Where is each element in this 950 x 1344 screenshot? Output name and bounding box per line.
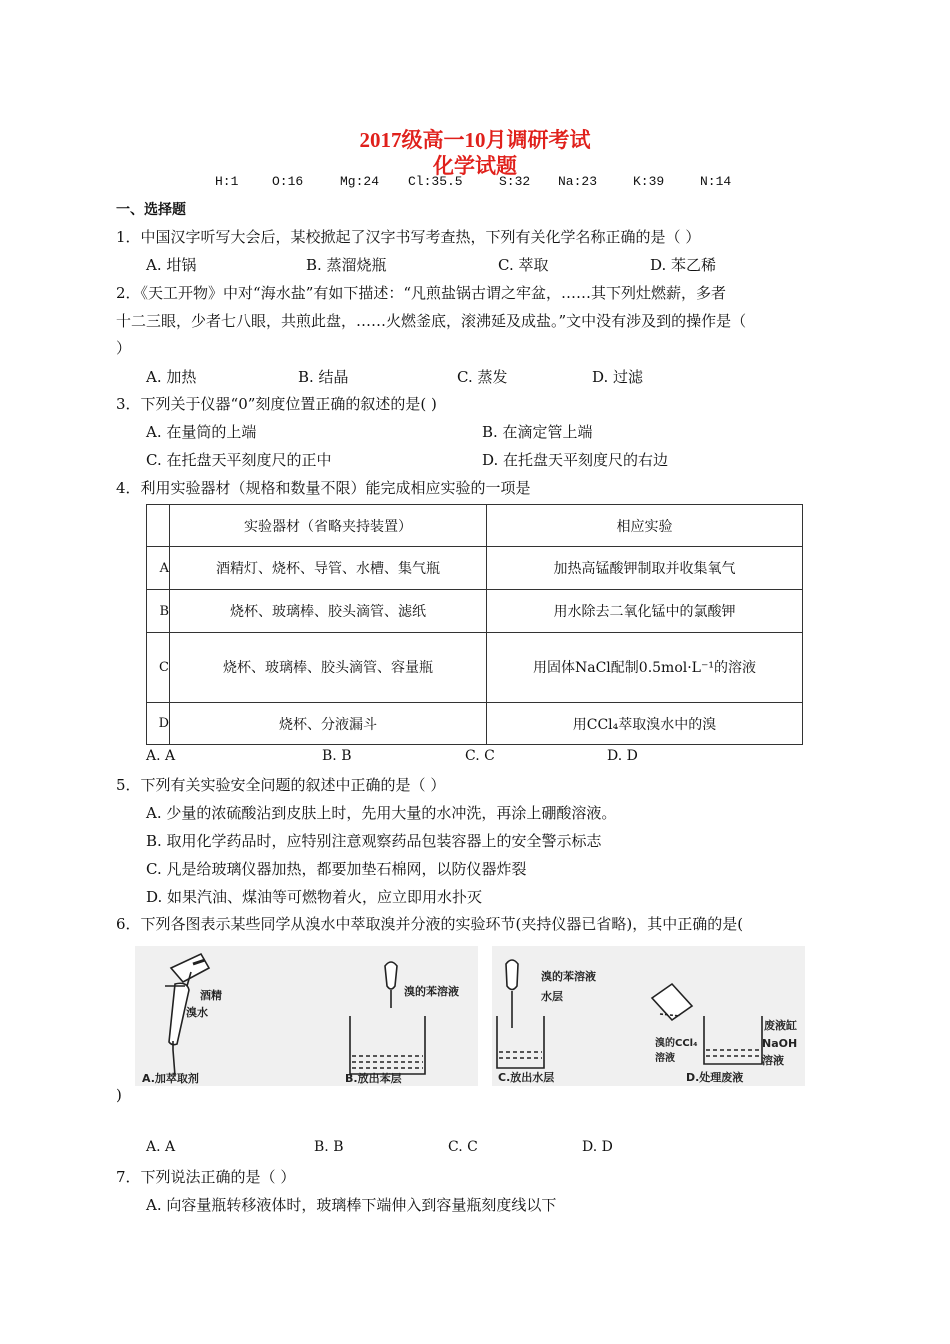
- q1-option-a: A. 坩锅: [146, 256, 197, 274]
- q4-option-c: C. C: [465, 748, 495, 764]
- fig-a-label-bromine-water: 溴水: [186, 1006, 208, 1019]
- q7-option-a: A. 向容量瓶转移液体时，玻璃棒下端伸入到容量瓶刻度线以下: [146, 1196, 557, 1214]
- atomic-mass-k: K:39: [633, 174, 665, 189]
- atomic-mass-mg: Mg:24: [340, 174, 380, 189]
- atomic-mass-cl: Cl:35.5: [408, 174, 463, 189]
- figure-cd-drawing: [492, 946, 805, 1086]
- q2-option-d: D. 过滤: [592, 368, 644, 386]
- fig-c-label-benzene: 溴的苯溶液: [541, 970, 596, 983]
- fig-d-caption: D.处理废液: [686, 1071, 744, 1084]
- q2-stem-line3: ）: [116, 339, 132, 357]
- fig-c-label-water-layer: 水层: [541, 990, 563, 1003]
- table-row-label: B: [147, 590, 170, 633]
- q2-option-b: B. 结晶: [298, 368, 349, 386]
- fig-d-label-naoh: NaOH: [762, 1037, 798, 1050]
- atomic-mass-h: H:1: [215, 174, 239, 189]
- table-row: [147, 703, 803, 745]
- atomic-mass-n: N:14: [700, 174, 732, 189]
- q6-option-d: D. D: [582, 1139, 613, 1155]
- table-row: [147, 590, 803, 633]
- q2-stem-line1: 2．《天工开物》中对“海水盐”有如下描述：“凡煎盐锅古谓之牢盆，……其下列灶燃薪，多者: [116, 284, 727, 302]
- table-cell-equipment: 烧杯、玻璃棒、胶头滴管、滤纸: [170, 590, 487, 633]
- q1-stem: 1．中国汉字听写大会后，某校掀起了汉字书写考查热，下列有关化学名称正确的是（ ）: [116, 228, 701, 246]
- q5-option-c: C. 凡是给玻璃仪器加热，都要加垫石棉网，以防仪器炸裂: [146, 860, 527, 878]
- exam-subtitle: 化学试题: [433, 154, 517, 178]
- fig-d-label-ccl4: 溴的CCl₄: [655, 1038, 698, 1049]
- q3-option-a: A. 在量筒的上端: [146, 423, 257, 441]
- q4-table: [146, 504, 803, 745]
- q1-option-b: B. 蒸溜烧瓶: [306, 256, 387, 274]
- q1-option-c: C. 萃取: [498, 256, 549, 274]
- q3-stem: 3．下列关于仪器“0”刻度位置正确的叙述的是( ): [116, 395, 437, 413]
- table-header-equipment: 实验器材（省略夹持装置）: [170, 505, 487, 547]
- fig-d-label-naoh-solution: 溶液: [762, 1054, 784, 1067]
- fig-b-caption: B.放出苯层: [345, 1072, 402, 1085]
- q3-option-b: B. 在滴定管上端: [482, 423, 593, 441]
- table-cell-experiment: 用水除去二氧化锰中的氯酸钾: [487, 590, 803, 633]
- section-heading: 一、选择题: [116, 202, 186, 218]
- table-header-experiment: 相应实验: [487, 505, 803, 547]
- table-cell-equipment: 酒精灯、烧杯、导管、水槽、集气瓶: [170, 547, 487, 590]
- table-row: [147, 547, 803, 590]
- fig-d-label-solution: 溶液: [655, 1053, 675, 1064]
- table-cell-equipment: 烧杯、玻璃棒、胶头滴管、容量瓶: [170, 633, 487, 703]
- table-row-label: A: [147, 547, 170, 590]
- fig-a-caption: A.加萃取剂: [142, 1072, 199, 1085]
- q3-option-d: D. 在托盘天平刻度尺的右边: [482, 451, 669, 469]
- atomic-mass-na: Na:23: [558, 174, 598, 189]
- q6-stem: 6．下列各图表示某些同学从溴水中萃取溴并分液的实验环节(夹持仪器已省略)，其中正确的是(: [116, 915, 744, 933]
- table-cell-experiment: 用固体NaCl配制0.5mol·L⁻¹的溶液: [487, 633, 803, 703]
- table-row: [147, 633, 803, 703]
- fig-b-label-benzene: 溴的苯溶液: [404, 985, 459, 998]
- q6-option-b: B. B: [314, 1139, 344, 1155]
- q2-option-c: C. 蒸发: [457, 368, 508, 386]
- q4-option-b: B. B: [322, 748, 352, 764]
- q6-close-paren: ): [116, 1086, 122, 1104]
- atomic-mass-s: S:32: [499, 174, 531, 189]
- q5-option-b: B. 取用化学药品时，应特别注意观察药品包装容器上的安全警示标志: [146, 832, 602, 850]
- q4-option-a: A. A: [146, 748, 176, 764]
- q4-option-d: D. D: [607, 748, 638, 764]
- q3-option-c: C. 在托盘天平刻度尺的正中: [146, 451, 332, 469]
- table-cell-experiment: 用CCl₄萃取溴水中的溴: [487, 703, 803, 745]
- table-cell-equipment: 烧杯、分液漏斗: [170, 703, 487, 745]
- table-corner-cell: [147, 505, 170, 547]
- fig-a-label-alcohol: 酒精: [200, 989, 222, 1002]
- q6-option-c: C. C: [448, 1139, 478, 1155]
- q5-option-d: D. 如果汽油、煤油等可燃物着火，应立即用水扑灭: [146, 888, 483, 906]
- q5-option-a: A. 少量的浓硫酸沾到皮肤上时，先用大量的水冲洗，再涂上硼酸溶液。: [146, 804, 617, 822]
- q2-stem-line2: 十二三眼，少者七八眼，共煎此盘，……火燃釜底，滚沸延及成盐。”文中没有涉及到的操作是（: [116, 312, 747, 330]
- q4-stem: 4．利用实验器材（规格和数量不限）能完成相应实验的一项是: [116, 479, 531, 497]
- exam-title: 2017级高一10月调研考试: [359, 128, 591, 152]
- table-row-label: D: [147, 703, 170, 745]
- q5-stem: 5．下列有关实验安全问题的叙述中正确的是（ ）: [116, 776, 446, 794]
- table-header-row: [147, 505, 803, 547]
- q2-option-a: A. 加热: [146, 368, 197, 386]
- fig-c-caption: C.放出水层: [498, 1071, 555, 1084]
- table-cell-experiment: 加热高锰酸钾制取并收集氧气: [487, 547, 803, 590]
- table-row-label: C: [147, 633, 170, 703]
- q7-stem: 7．下列说法正确的是（ ）: [116, 1168, 296, 1186]
- q1-option-d: D. 苯乙稀: [650, 256, 717, 274]
- q6-option-a: A. A: [146, 1139, 176, 1155]
- fig-d-label-waste-tank: 废液缸: [764, 1019, 797, 1032]
- atomic-mass-o: O:16: [272, 174, 304, 189]
